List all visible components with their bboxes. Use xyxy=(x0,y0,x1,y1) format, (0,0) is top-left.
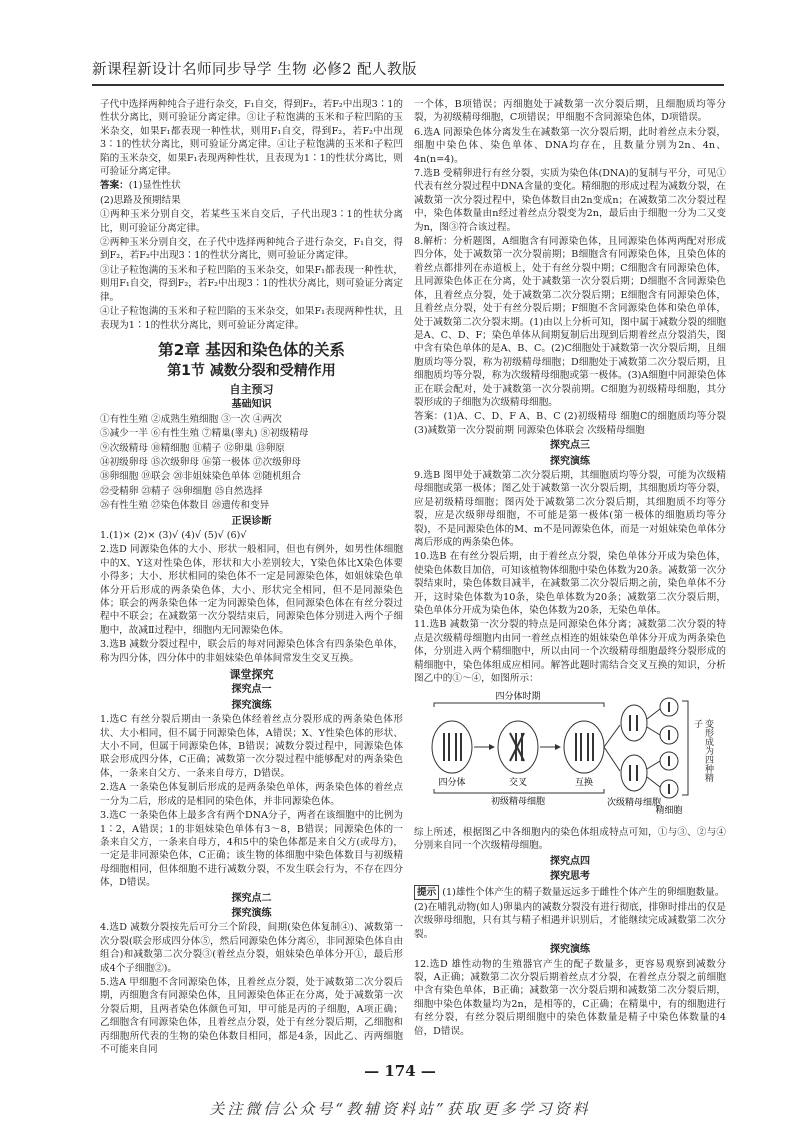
meiosis-figure xyxy=(414,689,726,821)
answer-item: 5.选A 甲细胞不含同源染色体，且着丝点分裂，处于减数第二次分裂后期，丙细胞含有同源染色体，且同源染色体正在分离，处于减数第一次分裂后期，且两者染色体颜色可知，甲可能是丙的子细胞，A项正确；乙细胞含有同源染色体，且着丝点分裂，处于有丝分裂后期，乙细胞和丙细胞所代表的生物的染色体数目相同，都是4条，因此乙、丙两细胞不可能来自同 xyxy=(100,976,403,1055)
book-header: 新课程新设计名师同步导学 生物 必修2 配人教版 xyxy=(92,62,418,78)
fig-label-cross: 交叉 xyxy=(508,778,528,789)
chromosomes xyxy=(444,733,461,761)
arrow xyxy=(604,725,620,747)
cell-exchange xyxy=(564,721,604,773)
right-column xyxy=(414,98,726,1039)
fig-label-primary: 初级精母细胞 xyxy=(490,797,546,808)
paragraph: 一个体，B项错误；丙细胞处于减数第一次分裂后期，且细胞质均等分裂，为初级精母细胞，C项错误；甲细胞不含同源染色体，D项错误。 xyxy=(414,99,726,124)
hint-label: 提示 xyxy=(414,885,439,900)
answer-item: 3.选B 减数分裂过程中，联会后的每对同源染色体含有四条染色单体，称为四分体，四分体中的非姐妹染色单体间常发生交叉互换。 xyxy=(100,639,403,664)
fig-label-exchange: 互换 xyxy=(574,778,594,789)
knowledge-line: ㉒受精卵 ㉓精子 ㉔卵细胞 ㉕自然选择 xyxy=(100,485,263,497)
subheading: 探究点四 xyxy=(550,855,590,867)
subheading: 课堂探究 xyxy=(229,668,274,682)
answer-label: 答案： xyxy=(100,180,129,192)
subheading: 探究思考 xyxy=(550,871,590,883)
answer-text: (1)显性性状 xyxy=(128,180,181,192)
fig-label-side: 变形成为四种精子 xyxy=(692,719,713,783)
fig-label-tetrad: 四分体 xyxy=(438,778,466,789)
subheading: 探究演练 xyxy=(550,944,590,956)
chromosomes xyxy=(630,715,637,781)
knowledge-line: ⑭初级卵母 ⑮次级卵母 ⑯第一极体 ⑰次级卵母 xyxy=(100,456,302,468)
answer-item: 2.选A 一条染色体复制后形成的是两条染色单体，两条染色体的着丝点一分为二后，形成的是相同的染色体，并非同源染色体。 xyxy=(100,782,403,807)
answer-item: 3.选C 一条染色体上最多含有两个DNA分子，两者在该细胞中的比例为1∶2，A错误；1的非姐妹染色单体有3～8，B错误；同源染色体的一条来自父方，一条来自母方，4和5中的染色体都是来自父方(或母方)，一定是非同源染色体，C正确；该生物的体细胞中染色体数目与初级精母细胞相同，但体细胞不进行减数分裂，不发生联会行为，不存在四分体，D错误。 xyxy=(100,810,403,889)
header-rule xyxy=(92,84,724,86)
cell-secondary xyxy=(621,755,647,791)
answer-line: (2)思路及预期结果 xyxy=(100,194,181,206)
answer-line: ③让子粒饱满的玉米和子粒凹陷的玉米杂交，如果F₁都表现一种性状，则用F₁自交，得到F₂，若F₂中出现3∶1的性状分离比，则可验证分离定律。 xyxy=(100,264,403,303)
answer-item: 9.选B 图甲处于减数第二次分裂后期，其细胞质均等分裂，可能为次级精母细胞或第一极体；图乙处于减数第一次分裂后期，其细胞质均等分裂，应是初级精母细胞；图丙处于减数第二次分裂后期，其细胞质不均等分裂，应是次级卵母细胞，不可能是第一极体(第一极体的细胞质均等分裂)，不是同源染色体的M、m不是同源染色体，而是一对姐妹染色单体分离后形成的两条染色体。 xyxy=(414,469,726,548)
answer-item: 6.选A 同源染色体分离发生在减数第一次分裂后期，此时着丝点未分裂，细胞中染色体、染色单体、DNA均存在，且数量分别为2n、4n、4n(n=4)。 xyxy=(414,126,726,165)
subheading: 探究点一 xyxy=(231,684,272,696)
paragraph: 子代中选择两种纯合子进行杂交，F₁自交，得到F₂，若F₂中出现3∶1的性状分离比，则可验证分离定律。③让子粒饱满的玉米和子粒凹陷的玉米杂交，如果F₁都表现一种性状，则用F₁自交，得到F₂，若F₂中出现3∶1的性状分离比，则可验证分离定律。④让子粒饱满的玉米和子粒凹陷的玉米杂交，如果F₁表现两种性状，且表现为1∶1的性状分离比，则可验证分离定律。 xyxy=(100,99,403,178)
fig-label-sperm-cell: 精细胞 xyxy=(655,806,683,817)
knowledge-line: ⑨次级精母 ⑩精细胞 ⑪精子 ⑫卵巢 ⑬卵原 xyxy=(100,442,285,454)
hint-text: (1)雄性个体产生的精子数量远远多于雌性个体产生的卵细胞数量。 xyxy=(442,886,725,898)
answer-item: 7.选B 受精卵进行有丝分裂，实质为染色体(DNA)的复制与平分，可见①代表有丝分裂过程中DNA含量的变化。精细胞的形成过程为减数分裂，在减数第一次分裂过程中，染色体数目由2n变成n；在减数第二次分裂过程中，染色体数量由n经过着丝点分裂变为2n，最后由于细胞一分为二又变为n，图③符合该过程。 xyxy=(414,168,726,233)
answer-item: 12.选D 雄性动物的生殖器官产生的配子数量多，更容易观察到减数分裂，A正确；减数第二次分裂后期着丝点才分裂，在着丝点分裂之前细胞中含有染色单体，B正确；减数第一次分裂后期和减数第二次分裂后期，细胞中染色体数量均为2n，是相等的，C正确；在精巢中，有的细胞进行有丝分裂，有丝分裂后期细胞中的染色体数量是精子中染色体数量的4倍，D错误。 xyxy=(414,958,726,1037)
answer-line: ②两种玉米分别自交，在子代中选择两种纯合子进行杂交，F₁自交，得到F₂，若F₂中出现3∶1的性状分离比，则可验证分离定律。 xyxy=(100,237,403,262)
answer-item: 8.解析：分析题图，A细胞含有同源染色体，且同源染色体两两配对形成四分体，处于减数第一次分裂前期；B细胞含有同源染色体，且染色体的着丝点都排列在赤道板上，处于有丝分裂中期；C细胞含有同源染色体，且同源染色体正在分离，处于减数第一次分裂后期；D细胞不含同源染色体，且着丝点分裂，处于减数第二次分裂后期；E细胞含有同源染色体，且着丝点分裂，处于有丝分裂后期；F细胞不含同源染色体和染色单体，处于减数第二次分裂末期。(1)由以上分析可知，图中属于减数分裂的细胞是A、C、D、F；染色单体从间期复制后出现到后期着丝点分裂消失，图中含有染色单体的是A、B、C。(2)C细胞处于减数第一次分裂后期，且细胞质均等分裂，称为初级精母细胞；D细胞处于减数第二次分裂后期，且细胞质均等分裂，称为次级精母细胞或第一极体。(3)A细胞中同源染色体正在联会配对，处于减数第一次分裂前期。C细胞为初级精母细胞，其分裂形成的子细胞为次级精母细胞。 xyxy=(414,236,726,408)
meiosis-diagram xyxy=(414,689,726,817)
knowledge-line: ⑱卵细胞 ⑲联会 ⑳非姐妹染色单体 ㉑随机组合 xyxy=(100,471,302,483)
hint-line xyxy=(414,885,726,900)
knowledge-line: ⑤减少一半 ⑥有性生殖 ⑦精巢(睾丸) ⑧初级精母 xyxy=(100,428,309,440)
subheading: 探究演练 xyxy=(231,699,272,711)
page-number: — 174 — xyxy=(364,1062,436,1080)
subheading: 探究点二 xyxy=(231,892,272,904)
answer-item: 11.选B 减数第一次分裂的特点是同源染色体分离；减数第二次分裂的特点是次级精母细胞内由同一着丝点相连的姐妹染色单体分开成为两条染色体，分别进入两个精细胞中，所以由同一个次级精母细胞最终分裂形成的精细胞中，染色体组成应相同。解答此题时需结合交叉互换的知识，分析图乙中的①～④，如图所示： xyxy=(414,619,726,685)
paragraph: 综上所述，根据图乙中各细胞内的染色体组成特点可知，①与③、②与④分别来自同一个次级精母细胞。 xyxy=(414,826,726,852)
answer-line: ①两种玉米分别自交，若某些玉米自交后，子代出现3∶1的性状分离比，则可验证分离定律。 xyxy=(100,209,403,234)
chapter-title: 第2章 基因和染色体的关系 xyxy=(158,340,345,359)
knowledge-line: ①有性生殖 ②成熟生殖细胞 ③一次 ④两次 xyxy=(100,413,282,425)
answer-line xyxy=(100,179,403,192)
answer-item: 1.选C 有丝分裂后期由一条染色体经着丝点分裂形成的两条染色体形状、大小相同，但不属于同源染色体，A错误；X、Y性染色体的形状、大小不同，但属于同源染色体，B错误；减数分裂过程中，同源染色体联会形成四分体，C正确；减数第一次分裂过程中能够配对的两条染色体，一条来自父方、一条来自母方，D错误。 xyxy=(100,714,403,779)
chromosomes xyxy=(576,733,593,761)
left-column xyxy=(100,98,403,1057)
subheading: 自主预习 xyxy=(229,382,274,396)
bracket xyxy=(682,701,688,795)
section-title: 第1节 减数分裂和受精作用 xyxy=(167,362,336,379)
subheading: 探究演练 xyxy=(550,455,590,467)
sperm-cells xyxy=(647,698,678,798)
answer-item: 10.选B 在有丝分裂后期，由于着丝点分裂，染色单体分开成为染色体，使染色体数目加倍，可知该植物体细胞中染色体数为20条。减数第一次分裂结束时，染色体数目减半，在减数第二次分裂后期之前，染色单体不分开，这时染色体数为10条，染色单体数为20条；减数第二次分裂后期，染色单体分开成为染色体，染色体数为20条，无染色单体。 xyxy=(414,551,726,617)
subheading: 探究点三 xyxy=(550,440,590,452)
cell-secondary xyxy=(621,705,647,741)
bracket xyxy=(434,789,604,793)
answer-item: 答案：(1)A、C、D、F A、B、C (2)初级精母 细胞C的细胞质均等分裂 (3)减数第一次分裂前期 同源染色体联会 次级精母细胞 xyxy=(414,411,726,436)
knowledge-line: ㉖有性生殖 ㉗染色体数目 ㉘遗传和变异 xyxy=(100,500,270,512)
footer-watermark: 关注微信公众号“教辅资料站”获取更多学习资料 xyxy=(209,1100,591,1118)
cell-tetrad xyxy=(432,721,472,773)
answer-item: 4.选D 减数分裂按先后可分三个阶段，间期(染色体复制④)、减数第一次分裂(联会形成四分体⑤，然后同源染色体分离⑥，非同源染色体自由组合)和减数第二次分裂③(着丝点分裂，姐妹染色单体分开①，最后形成4个子细胞②)。 xyxy=(100,922,403,974)
fig-label-secondary: 次级精母细胞 xyxy=(606,798,662,809)
arrow xyxy=(604,747,620,771)
bracket xyxy=(434,703,604,707)
subheading: 正误诊断 xyxy=(231,515,272,527)
answer-line: ④让子粒饱满的玉米和子粒凹陷的玉米杂交，如果F₁表现两种性状，且表现为1∶1的性状分离比，则可验证分离定律。 xyxy=(100,306,403,331)
answer-item: 2.选D 同源染色体的大小、形状一般相同，但也有例外，如男性体细胞中的X、Y这对性染色体，形状和大小差别较大，Y染色体比X染色体要小得多；大小、形状相同的染色体不一定是同源染色体，如姐妹染色单体分开后形成的两条染色体，大小、形状完全相同，但不是同源染色体；联会的两条染色体一定为同源染色体，但同源染色体在有丝分裂过程中不联会；在减数第一次分裂结束后，同源染色体分别进入两个子细胞中，故减Ⅱ过程中，细胞内无同源染色体。 xyxy=(100,544,403,636)
fig-label-tetrad-stage: 四分体时期 xyxy=(495,692,541,703)
answer-item: 1.(1)× (2)× (3)√ (4)√ (5)√ (6)√ xyxy=(100,529,247,541)
subheading: 基础知识 xyxy=(231,399,272,411)
subheading: 探究演练 xyxy=(231,907,272,919)
chromosomes xyxy=(510,733,524,761)
hint-line: (2)在哺乳动物(如人)卵巢内的减数分裂没有进行彻底，排卵时排出的仅是次级卵母细胞，只有其与精子相遇并识别后，才能继续完成减数第二次分裂。 xyxy=(414,901,726,940)
